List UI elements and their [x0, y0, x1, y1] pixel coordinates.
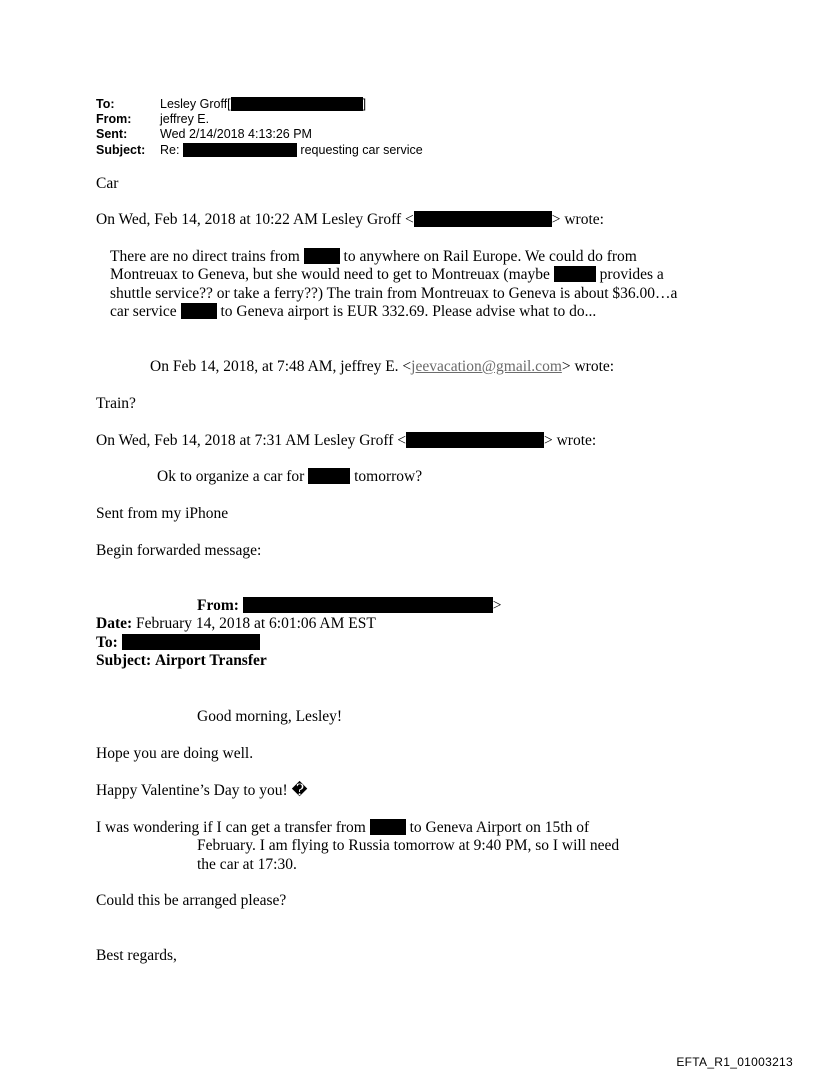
redaction-block	[406, 432, 544, 448]
to-value: Lesley Groff[	[160, 97, 231, 111]
quote1-attribution-end: > wrote:	[551, 211, 604, 228]
to-label: To:	[96, 97, 115, 111]
transfer-text: I was wondering if I can get a transfer from	[96, 819, 366, 836]
quote3-text: tomorrow?	[354, 468, 423, 485]
sent-value: Wed 2/14/2018 4:13:26 PM	[160, 127, 312, 141]
quote1-text: to Geneva airport is EUR 332.69. Please advise what to do...	[220, 303, 597, 320]
quote1-text: There are no direct trains from	[110, 248, 300, 265]
forwarded-from-close: >	[492, 597, 502, 614]
forwarded-subject-row	[96, 652, 267, 669]
forwarded-from-row	[197, 597, 502, 614]
valentine-line: Happy Valentine’s Day to you! �	[96, 782, 308, 799]
quote1-line3: shuttle service?? or take a ferry??) The train from Montreuax to Geneva is about $36.00…a	[110, 285, 678, 302]
quote2-attribution-text: On Feb 14, 2018, at 7:48 AM, jeffrey E. <	[150, 358, 412, 375]
quote2-attribution	[150, 358, 614, 375]
forwarded-date-value: February 14, 2018 at 6:01:06 AM EST	[136, 615, 376, 632]
forwarded-to-label: To:	[96, 634, 118, 651]
quote1-line1	[110, 248, 637, 265]
sent-from-signature: Sent from my iPhone	[96, 505, 229, 522]
transfer-line3: the car at 17:30.	[197, 856, 297, 873]
redaction-block	[243, 597, 493, 613]
forwarded-to-row	[96, 634, 260, 651]
begin-forwarded: Begin forwarded message:	[96, 542, 262, 559]
subject-prefix: Re:	[160, 143, 180, 157]
to-close: ]	[362, 97, 367, 111]
quote3-attribution	[96, 432, 596, 449]
from-label: From:	[96, 112, 132, 126]
greeting: Good morning, Lesley!	[197, 708, 343, 725]
quote1-text: Montreuax to Geneva, but she would need to get to Montreuax (maybe	[110, 266, 550, 283]
forwarded-from-label: From:	[197, 597, 239, 614]
quote1-line2	[110, 266, 664, 283]
quote3-text: Ok to organize a car for	[157, 468, 305, 485]
quote3-body	[157, 468, 422, 485]
quote1-line4	[110, 303, 596, 320]
quote1-attribution	[96, 211, 604, 228]
forwarded-subject-label: Subject:	[96, 652, 152, 669]
from-value: jeffrey E.	[160, 112, 210, 126]
document-id: EFTA_R1_01003213	[676, 1055, 793, 1069]
forwarded-date-row	[96, 615, 376, 632]
quote1-attribution-text: On Wed, Feb 14, 2018 at 10:22 AM Lesley Groff <	[96, 211, 414, 228]
transfer-text: to Geneva Airport on 15th of	[409, 819, 590, 836]
quote1-text: to anywhere on Rail Europe. We could do from	[343, 248, 637, 265]
quote1-text: provides a	[599, 266, 664, 283]
subject-text: requesting car service	[300, 143, 423, 157]
redaction-block	[183, 143, 297, 157]
redaction-block	[181, 303, 217, 319]
quote1-text: car service	[110, 303, 177, 320]
transfer-line1	[96, 819, 589, 836]
reply-car: Car	[96, 175, 119, 192]
redaction-block	[304, 248, 340, 264]
arranged-line: Could this be arranged please?	[96, 892, 287, 909]
forwarded-date-label: Date:	[96, 615, 133, 632]
quote3-attribution-text: On Wed, Feb 14, 2018 at 7:31 AM Lesley Groff <	[96, 432, 406, 449]
regards-line: Best regards,	[96, 947, 177, 964]
forwarded-subject-value: Airport Transfer	[154, 652, 267, 669]
quote3-attribution-end: > wrote:	[544, 432, 597, 449]
redaction-block	[122, 634, 260, 650]
redaction-block	[231, 97, 363, 111]
email-link[interactable]: jeevacation@gmail.com	[411, 358, 562, 375]
quote2-attribution-end: > wrote:	[561, 358, 615, 375]
redaction-block	[308, 468, 350, 484]
subject-label: Subject:	[96, 143, 146, 157]
redaction-block	[414, 211, 552, 227]
sent-label: Sent:	[96, 127, 128, 141]
transfer-line2: February. I am flying to Russia tomorrow at 9:40 PM, so I will need	[197, 837, 620, 854]
header-subject-row	[96, 142, 423, 159]
hope-line: Hope you are doing well.	[96, 745, 254, 762]
redaction-block	[370, 819, 406, 835]
header-sent-row	[96, 126, 312, 143]
reply-train: Train?	[96, 395, 136, 412]
redaction-block	[554, 266, 596, 282]
